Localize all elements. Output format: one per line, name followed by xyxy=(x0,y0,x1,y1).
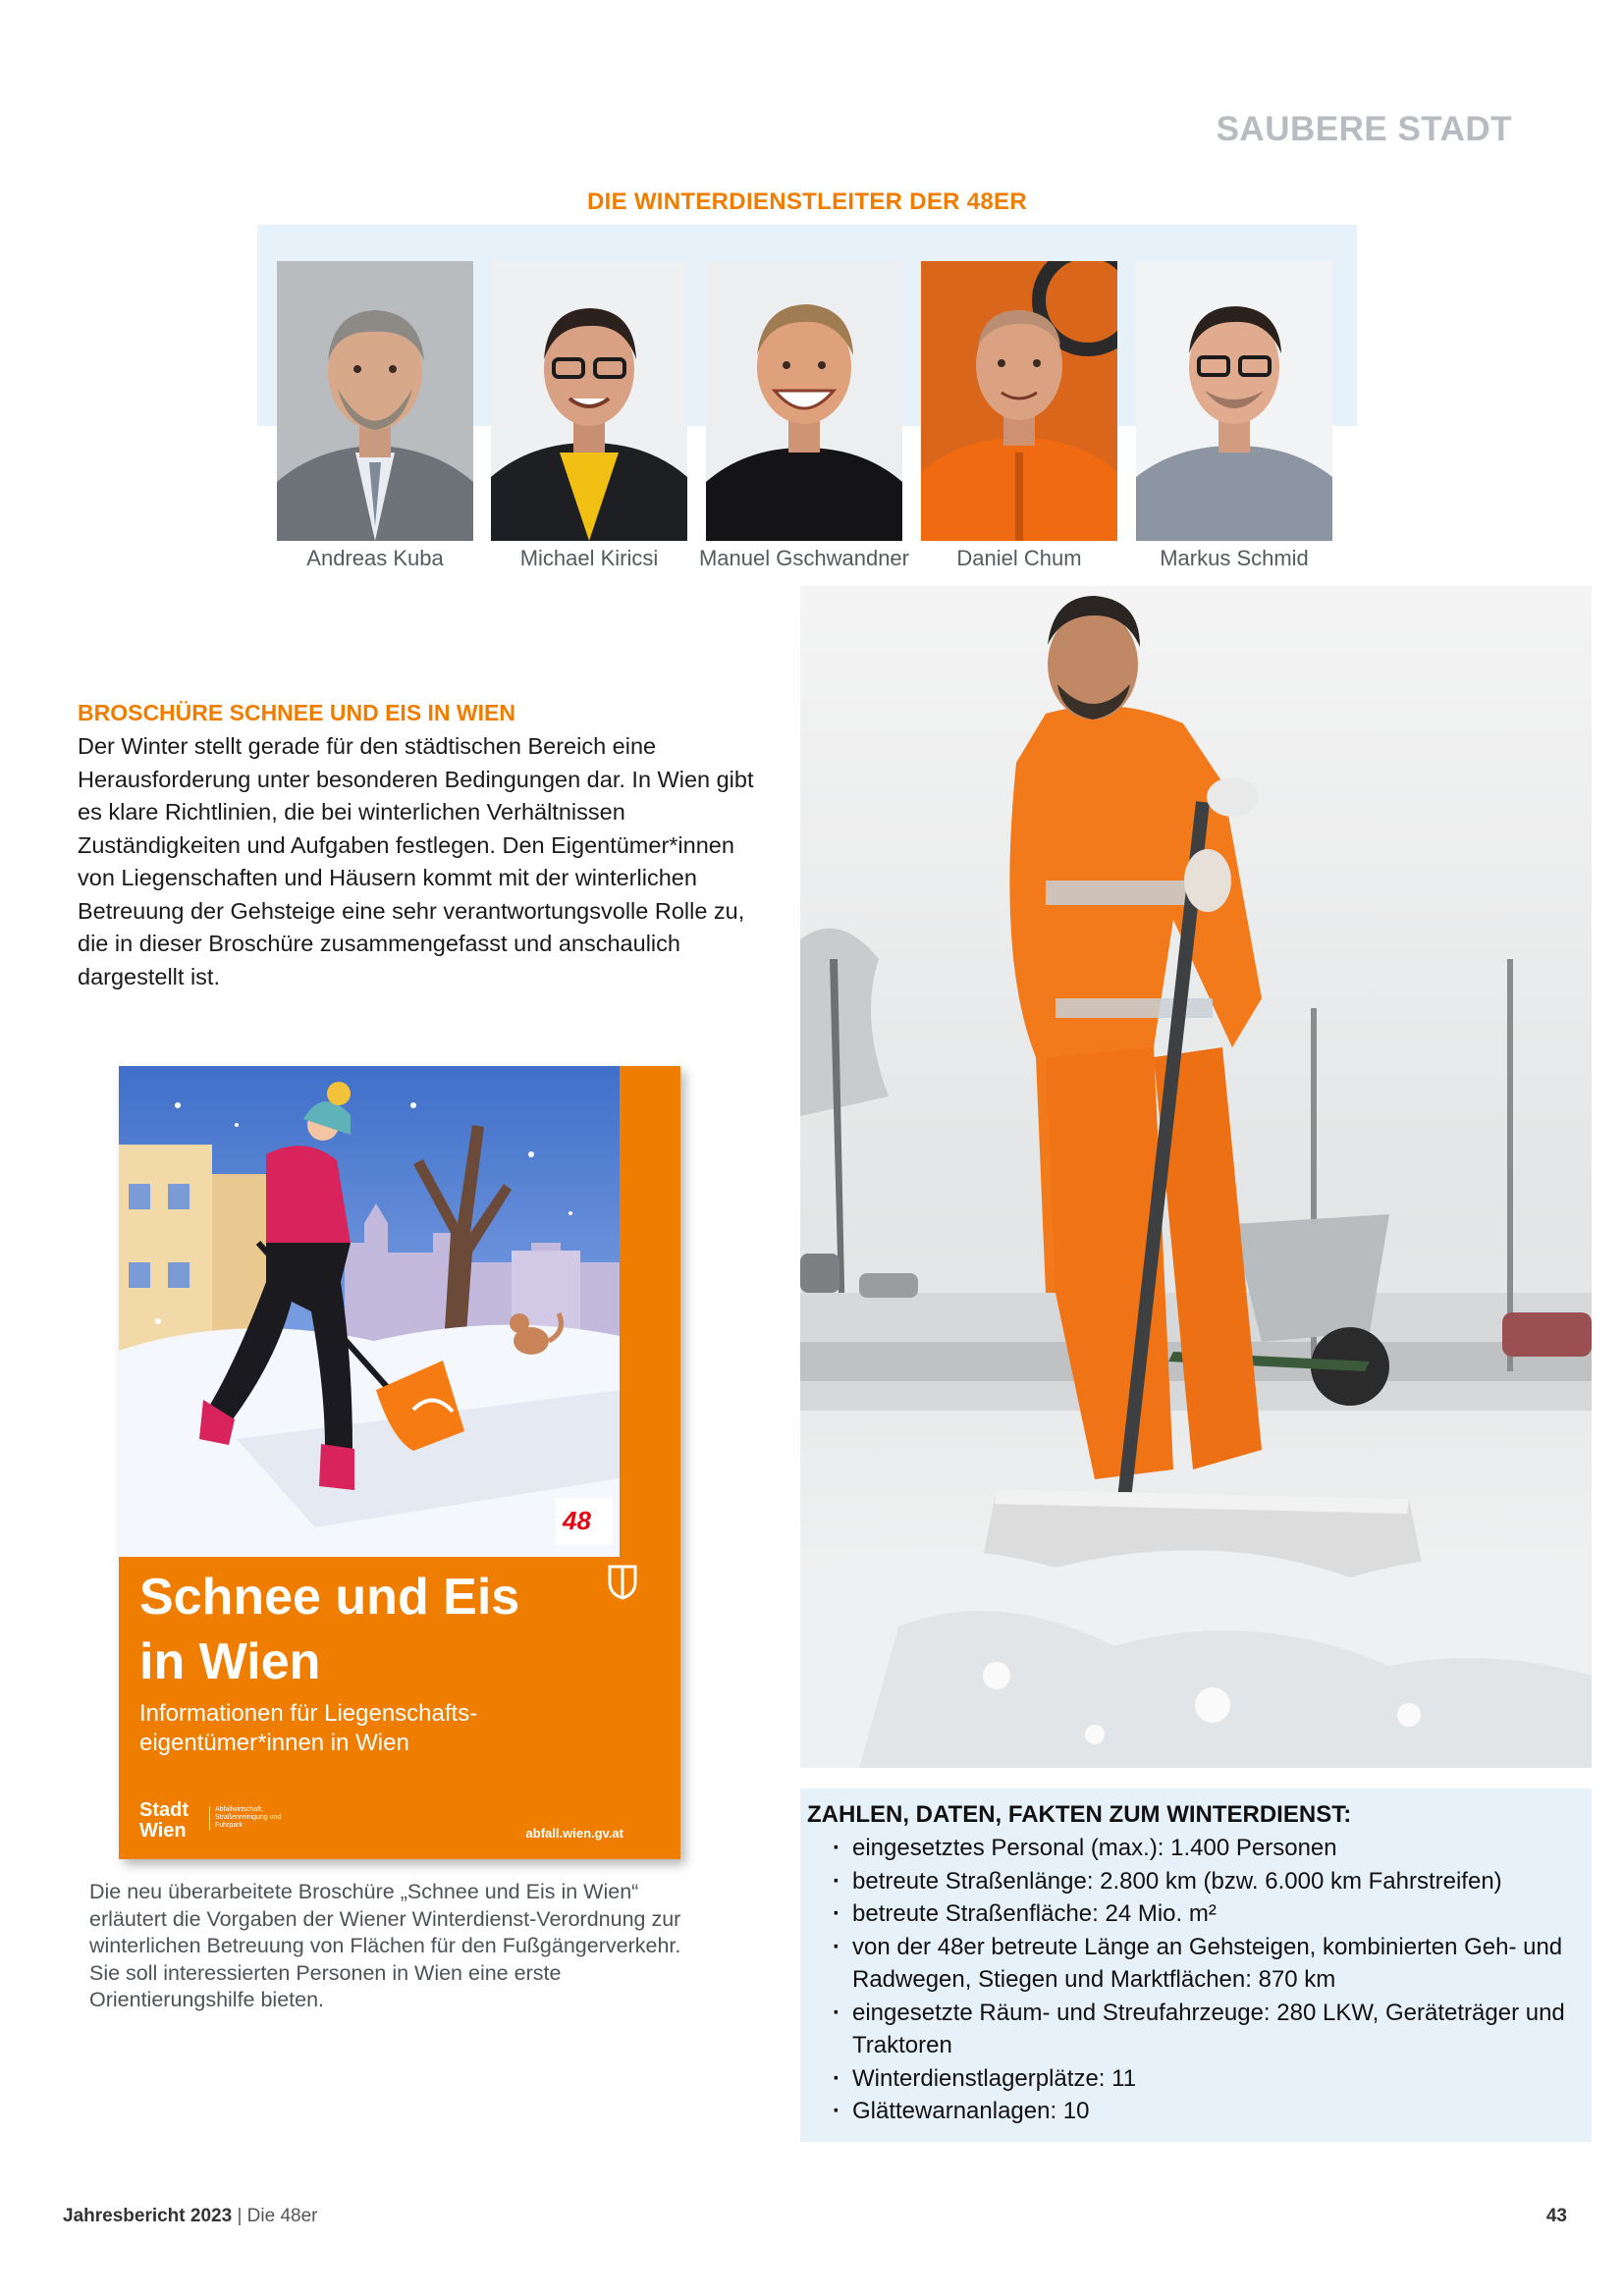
winter-worker-photo xyxy=(800,586,1592,1768)
cover-caption: Die neu überarbeitete Broschüre „Schnee und Eis in Wien“ erläutert die Vorgaben der Wiener Winterdienst-Verordnung zur winterlichen Betreuung von Flächen für den Fußgängerverkehr. Sie soll interessierten Personen in Wien eine erste Orientierungshilfe bieten. xyxy=(89,1880,681,2011)
cover-subtitle: Informationen für Liegenschafts- eigentümer*innen in Wien xyxy=(139,1700,478,1756)
portrait-name: Daniel Chum xyxy=(956,546,1082,570)
portrait-photo xyxy=(706,261,902,541)
48er-logo: 48 xyxy=(563,1506,591,1535)
stadt-wien-logo: Stadt Wien xyxy=(139,1799,189,1842)
list-item: · eingesetzte Räum- und Streufahrzeuge: 280 LKW, Geräteträger und Traktoren xyxy=(833,1997,1579,2062)
section-label: SAUBERE STADT xyxy=(1216,110,1512,148)
list-item: · eingesetztes Personal (max.): 1.400 Personen xyxy=(833,1832,1579,1865)
portrait-name: Manuel Gschwandner xyxy=(698,546,909,570)
brochure-body: Der Winter stellt gerade für den städtischen Bereich eine Herausforderung unter besonderen Bedingungen dar. In Wien gibt es klare Richtlinien, die bei winterlichen Verhältnissen Zuständigkeiten und Aufgaben festlegen. Den Eigentümer*innen von Liegenschaften und Häusern kommt mit der winterlichen Betreuung der Gehsteige eine sehr verantwortungsvolle Rolle zu, die in dieser Broschüre zusammengefasst und anschaulich dargestellt ist. xyxy=(78,733,754,989)
footer-report: Jahresbericht 2023 | Die 48er xyxy=(63,2206,318,2226)
portrait-photo xyxy=(491,261,687,541)
brand-subline: Abfallwirtschaft, Straßenreinigung und Fuhrpark xyxy=(209,1806,303,1830)
list-item: · Winterdienstlagerplätze: 11 xyxy=(833,2062,1579,2096)
portrait-photo xyxy=(277,261,473,541)
cover-strip xyxy=(620,1066,680,1557)
list-item: · betreute Straßenfläche: 24 Mio. m² xyxy=(833,1897,1579,1931)
portrait-photo xyxy=(1136,261,1332,541)
list-item: · Glättewarnanlagen: 10 xyxy=(833,2095,1579,2128)
facts-list xyxy=(833,1832,1579,2128)
leaders-heading: DIE WINTERDIENSTLEITER DER 48ER xyxy=(586,188,1027,215)
page-number: 43 xyxy=(1545,2206,1567,2226)
brochure-cover xyxy=(119,1066,680,1859)
portrait-name: Michael Kiricsi xyxy=(519,546,659,570)
brochure-heading: BROSCHÜRE SCHNEE UND EIS IN WIEN xyxy=(78,700,515,725)
cover-illustration xyxy=(119,1066,620,1557)
portrait-name: Andreas Kuba xyxy=(306,546,444,570)
list-item: · betreute Straßenlänge: 2.800 km (bzw. 6.000 km Fahrstreifen) xyxy=(833,1865,1579,1898)
cover-title: Schnee und Eis in Wien xyxy=(139,1569,520,1690)
portrait-photo xyxy=(921,261,1117,541)
list-item: · von der 48er betreute Länge an Gehsteigen, kombinierten Geh- und Radwegen, Stiegen und Marktflächen: 870 km xyxy=(833,1931,1579,1997)
cover-url: abfall.wien.gv.at xyxy=(525,1826,623,1841)
portrait-name: Markus Schmid xyxy=(1160,546,1309,570)
facts-heading: ZAHLEN, DATEN, FAKTEN ZUM WINTERDIENST: xyxy=(807,1801,1352,1828)
